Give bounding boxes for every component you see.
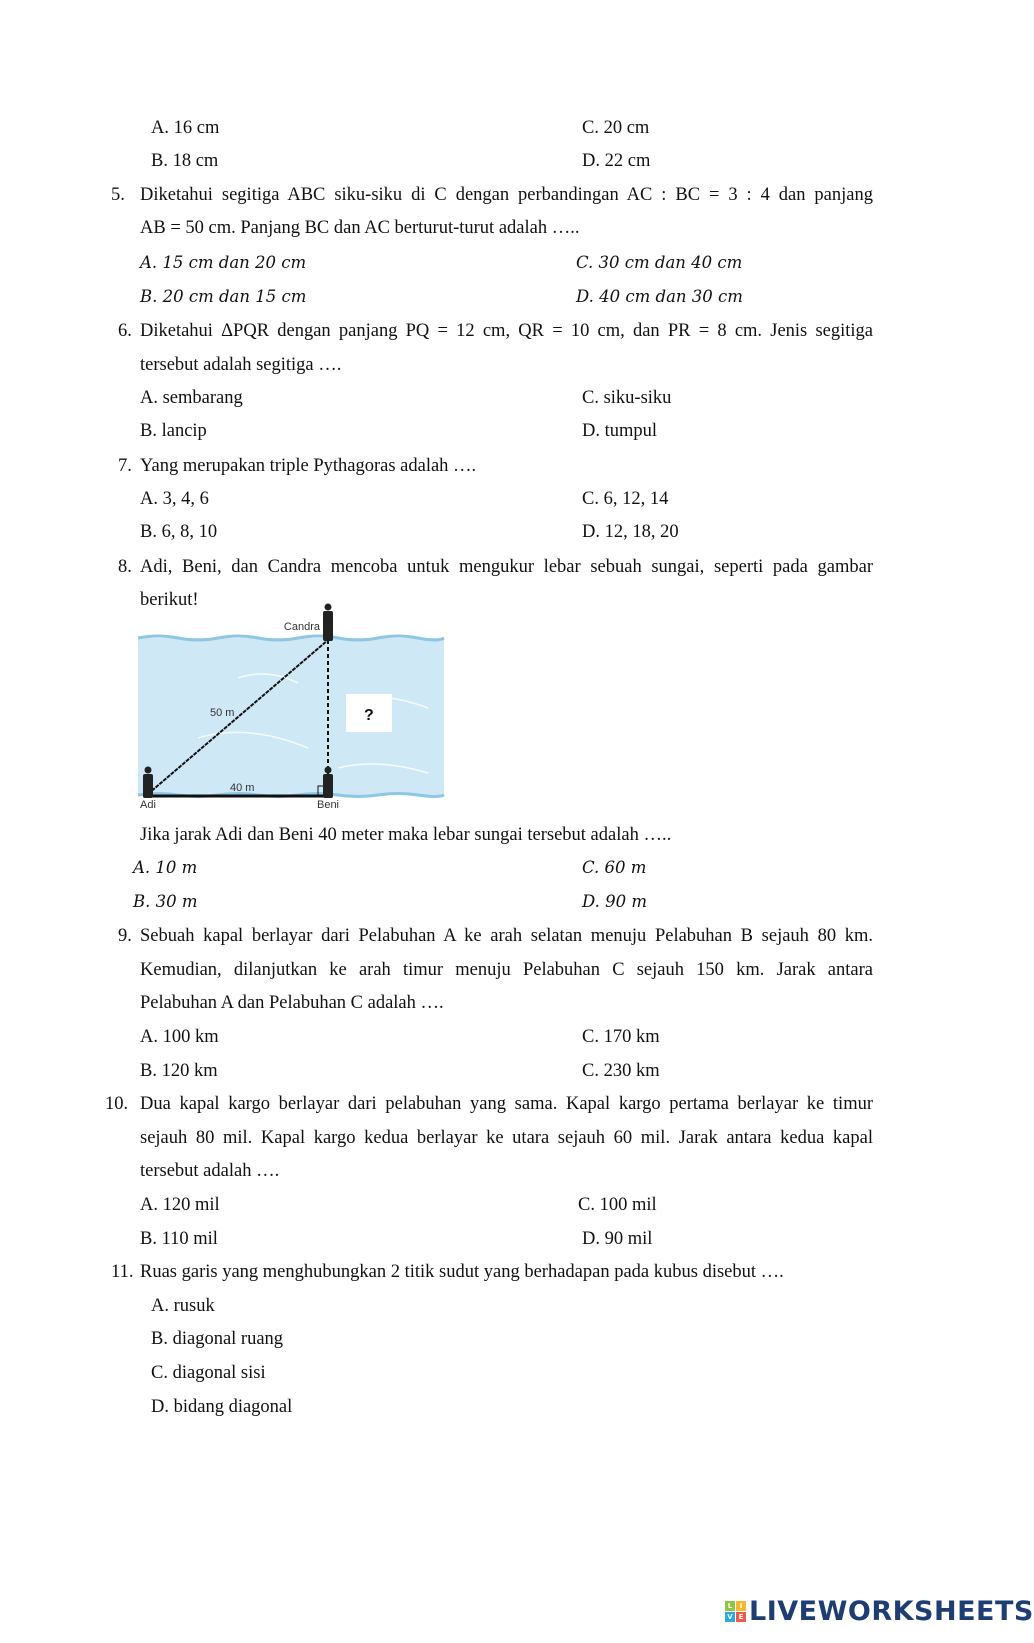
logo-block-e: E	[736, 1612, 746, 1622]
logo-blocks-icon	[725, 1601, 746, 1622]
q7-option-c[interactable]: C. 6, 12, 14	[582, 489, 669, 509]
q8-option-a[interactable]: A. 10 m	[133, 858, 198, 877]
q11-text: Ruas garis yang menghubungkan 2 titik sudut yang berhadapan pada kubus disebut ….	[140, 1262, 784, 1282]
q9-option-d[interactable]: C. 230 km	[582, 1061, 660, 1081]
person-candra-icon	[323, 604, 333, 642]
q7-option-b[interactable]: B. 6, 8, 10	[140, 522, 218, 542]
q10-text-line3: tersebut adalah ….	[140, 1161, 280, 1181]
liveworksheets-logo	[725, 1596, 1034, 1627]
q10-number: 10.	[105, 1094, 129, 1114]
q11-option-a[interactable]: A. rusuk	[151, 1296, 215, 1316]
q4-option-a[interactable]: A. 16 cm	[151, 118, 220, 138]
q10-option-d[interactable]: D. 90 mil	[582, 1229, 653, 1249]
q11-option-b[interactable]: B. diagonal ruang	[151, 1329, 284, 1349]
q7-option-a[interactable]: A. 3, 4, 6	[140, 489, 209, 509]
river-figure	[138, 598, 444, 810]
q8-number: 8.	[118, 557, 132, 577]
q9-option-b[interactable]: B. 120 km	[140, 1061, 218, 1081]
q7-option-d[interactable]: D. 12, 18, 20	[582, 522, 679, 542]
q5-option-b[interactable]: B. 20 cm dan 15 cm	[140, 287, 307, 306]
q6-option-c[interactable]: C. siku-siku	[582, 388, 672, 408]
q5-number: 5.	[111, 185, 125, 205]
q5-text-line1: Diketahui segitiga ABC siku-siku di C dengan perbandingan AC : BC = 3 : 4 dan panjang	[140, 185, 873, 205]
logo-block-v: V	[725, 1612, 735, 1622]
q9-text-line1: Sebuah kapal berlayar dari Pelabuhan A ke arah selatan menuju Pelabuhan B sejauh 80 km.	[140, 926, 873, 946]
q5-option-a[interactable]: A. 15 cm dan 20 cm	[140, 253, 307, 272]
q9-option-a[interactable]: A. 100 km	[140, 1027, 219, 1047]
label-beni: Beni	[316, 799, 340, 811]
q11-option-c[interactable]: C. diagonal sisi	[151, 1363, 266, 1383]
q9-option-c[interactable]: C. 170 km	[582, 1027, 660, 1047]
q5-text-line2: AB = 50 cm. Panjang BC dan AC berturut-turut adalah …..	[140, 218, 580, 238]
label-unknown: ?	[364, 707, 374, 724]
q4-option-d[interactable]: D. 22 cm	[582, 151, 651, 171]
river-water	[138, 638, 444, 795]
q10-option-a[interactable]: A. 120 mil	[140, 1195, 220, 1215]
label-hypotenuse: 50 m	[210, 707, 235, 719]
river-diagram	[138, 598, 444, 810]
q6-number: 6.	[118, 321, 132, 341]
q4-option-b[interactable]: B. 18 cm	[151, 151, 219, 171]
q7-number: 7.	[118, 456, 132, 476]
q8-text-line2: berikut!	[140, 590, 199, 610]
q6-option-d[interactable]: D. tumpul	[582, 421, 658, 441]
q8-option-b[interactable]: B. 30 m	[133, 892, 198, 911]
q8-option-c[interactable]: C. 60 m	[582, 858, 647, 877]
q10-text-line2: sejauh 80 mil. Kapal kargo kedua berlayar ke utara sejauh 60 mil. Jarak antara kedua kapal	[140, 1128, 873, 1148]
label-base: 40 m	[230, 782, 255, 794]
q6-option-a[interactable]: A. sembarang	[140, 388, 243, 408]
label-adi: Adi	[140, 799, 156, 811]
label-candra: Candra	[283, 621, 320, 633]
q10-text-line1: Dua kapal kargo berlayar dari pelabuhan yang sama. Kapal kargo pertama berlayar ke timur	[140, 1094, 873, 1114]
q8-text-line1: Adi, Beni, dan Candra mencoba untuk mengukur lebar sebuah sungai, seperti pada gambar	[140, 557, 873, 577]
q4-option-c[interactable]: C. 20 cm	[582, 118, 650, 138]
q11-number: 11.	[111, 1262, 134, 1282]
logo-block-i: I	[736, 1601, 746, 1611]
q9-text-line2: Kemudian, dilanjutkan ke arah timur menuju Pelabuhan C sejauh 150 km. Jarak antara	[140, 960, 873, 980]
q6-text-line1: Diketahui ΔPQR dengan panjang PQ = 12 cm, QR = 10 cm, dan PR = 8 cm. Jenis segitiga	[140, 321, 873, 341]
q11-option-d[interactable]: D. bidang diagonal	[151, 1397, 293, 1417]
q5-option-d[interactable]: D. 40 cm dan 30 cm	[576, 287, 743, 306]
q7-text: Yang merupakan triple Pythagoras adalah ….	[140, 456, 477, 476]
logo-block-l: L	[725, 1601, 735, 1611]
q6-text-line2: tersebut adalah segitiga ….	[140, 355, 342, 375]
q8-option-d[interactable]: D. 90 m	[582, 892, 648, 911]
logo-text: LIVEWORKSHEETS	[749, 1596, 1034, 1627]
q10-option-b[interactable]: B. 110 mil	[140, 1229, 218, 1249]
q8-text-line3: Jika jarak Adi dan Beni 40 meter maka lebar sungai tersebut adalah …..	[140, 825, 672, 845]
q10-option-c[interactable]: C. 100 mil	[578, 1195, 657, 1215]
q9-text-line3: Pelabuhan A dan Pelabuhan C adalah ….	[140, 993, 444, 1013]
q9-number: 9.	[118, 926, 132, 946]
q6-option-b[interactable]: B. lancip	[140, 421, 207, 441]
q5-option-c[interactable]: C. 30 cm dan 40 cm	[576, 253, 743, 272]
